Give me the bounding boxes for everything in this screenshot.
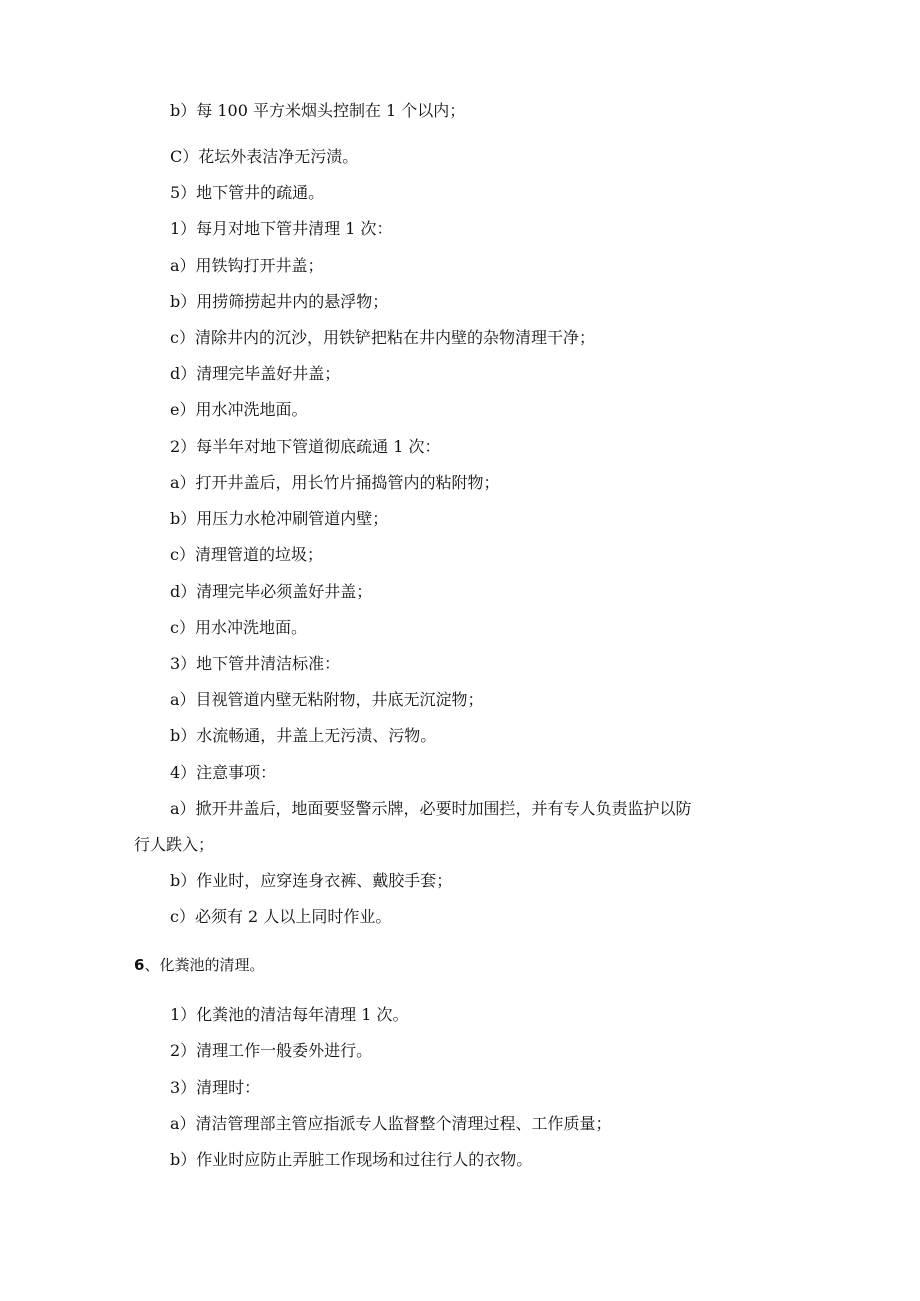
text-line: 1）化粪池的清洁每年清理 1 次。: [170, 1005, 409, 1024]
text-line: c）用水冲洗地面。: [170, 618, 307, 637]
section-title: 、化粪池的清理。: [144, 956, 265, 974]
text-line: d）清理完毕盖好井盖；: [170, 364, 341, 383]
text-line-wrap: 行人跌入；: [134, 835, 215, 854]
section-heading: [134, 955, 264, 975]
text-line: d）清理完毕必须盖好井盖；: [170, 582, 373, 601]
text-line: e）用水冲洗地面。: [170, 400, 308, 419]
text-line: b）每 100 平方米烟头控制在 1 个以内；: [170, 101, 466, 120]
text-line: c）必须有 2 人以上同时作业。: [170, 907, 392, 926]
text-line: 2）清理工作一般委外进行。: [170, 1041, 373, 1060]
text-line: a）用铁钩打开井盖；: [170, 256, 324, 275]
section-number: 6: [134, 956, 145, 974]
text-line: c）清除井内的沉沙，用铁铲把粘在井内壁的杂物清理干净；: [170, 328, 595, 347]
text-line: 4）注意事项：: [170, 763, 277, 782]
text-line: a）目视管道内壁无粘附物，井底无沉淀物；: [170, 690, 484, 709]
text-line: b）用压力水枪冲刷管道内壁；: [170, 509, 389, 528]
text-line: b）水流畅通，井盖上无污渍、污物。: [170, 726, 437, 745]
text-line: b）作业时应防止弄脏工作现场和过往行人的衣物。: [170, 1150, 533, 1169]
text-line: C）花坛外表洁净无污渍。: [170, 147, 359, 166]
text-line: a）打开井盖后，用长竹片捅捣管内的粘附物；: [170, 473, 500, 492]
text-line: 1）每月对地下管井清理 1 次：: [170, 219, 393, 238]
text-line: a）掀开井盖后，地面要竖警示牌，必要时加围拦，并有专人负责监护以防: [170, 799, 692, 818]
text-line: 3）清理时：: [170, 1078, 261, 1097]
text-line: b）作业时，应穿连身衣裤、戴胶手套；: [170, 871, 453, 890]
text-line: b）用捞筛捞起井内的悬浮物；: [170, 292, 389, 311]
text-line: a）清洁管理部主管应指派专人监督整个清理过程、工作质量；: [170, 1114, 612, 1133]
text-line: c）清理管道的垃圾；: [170, 545, 323, 564]
text-line: 5）地下管井的疏通。: [170, 183, 325, 202]
text-line: 2）每半年对地下管道彻底疏通 1 次：: [170, 437, 441, 456]
text-line: 3）地下管井清洁标准：: [170, 654, 341, 673]
